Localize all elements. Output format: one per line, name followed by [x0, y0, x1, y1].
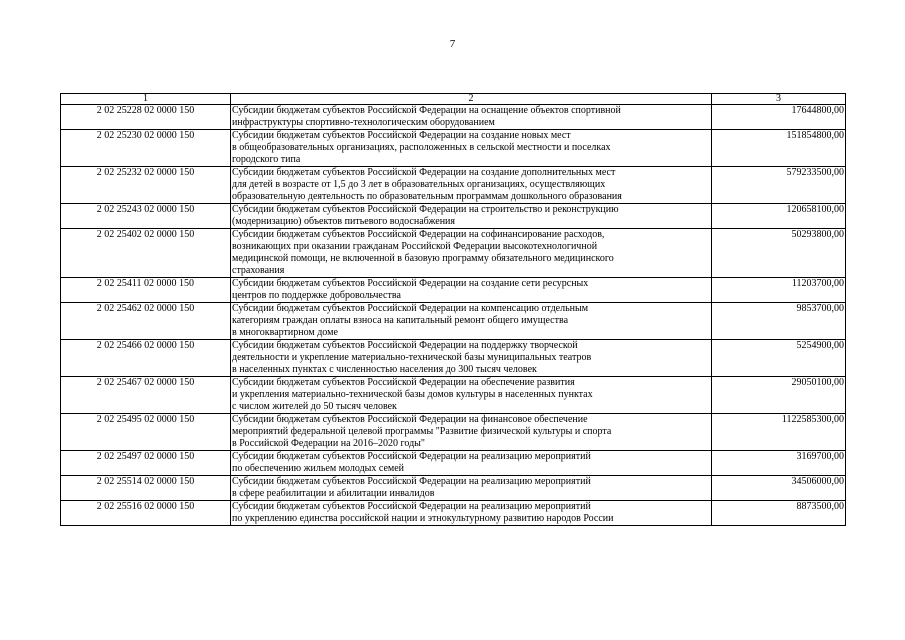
- code-cell: 2 02 25467 02 0000 150: [61, 377, 231, 414]
- name-cell: Субсидии бюджетам субъектов Российской Федерации на поддержку творческой деятельности и укрепление материально-технической базы муниципальных театров в населенных пунктах с численностью населения до 300 тысяч человек: [231, 340, 712, 377]
- code-cell: 2 02 25230 02 0000 150: [61, 130, 231, 167]
- table-row: [61, 278, 846, 303]
- code-cell: 2 02 25497 02 0000 150: [61, 451, 231, 476]
- amount-cell: 3169700,00: [712, 451, 846, 476]
- code-cell: 2 02 25232 02 0000 150: [61, 167, 231, 204]
- name-cell: Субсидии бюджетам субъектов Российской Федерации на финансовое обеспечение мероприятий федеральной целевой программы "Развитие физической культуры и спорта в Российской Федерации на 2016–2020 годы": [231, 414, 712, 451]
- name-cell: Субсидии бюджетам субъектов Российской Федерации на создание новых мест в общеобразовательных организациях, расположенных в сельской местности и поселках городского типа: [231, 130, 712, 167]
- amount-cell: 8873500,00: [712, 501, 846, 526]
- table-header: [61, 94, 846, 105]
- name-cell: Субсидии бюджетам субъектов Российской Федерации на реализацию мероприятий в сфере реабилитации и абилитации инвалидов: [231, 476, 712, 501]
- budget-table: [60, 93, 846, 526]
- amount-cell: 579233500,00: [712, 167, 846, 204]
- code-cell: 2 02 25228 02 0000 150: [61, 105, 231, 130]
- name-cell: Субсидии бюджетам субъектов Российской Федерации на оснащение объектов спортивной инфраструктуры спортивно-технологическим оборудованием: [231, 105, 712, 130]
- table-row: [61, 303, 846, 340]
- header-cell-code: 1: [61, 94, 231, 105]
- table-row: [61, 414, 846, 451]
- table-row: [61, 229, 846, 278]
- code-cell: 2 02 25514 02 0000 150: [61, 476, 231, 501]
- code-cell: 2 02 25402 02 0000 150: [61, 229, 231, 278]
- table-row: [61, 451, 846, 476]
- code-cell: 2 02 25466 02 0000 150: [61, 340, 231, 377]
- table-row: [61, 377, 846, 414]
- code-cell: 2 02 25462 02 0000 150: [61, 303, 231, 340]
- name-cell: Субсидии бюджетам субъектов Российской Федерации на создание сети ресурсных центров по поддержке добровольчества: [231, 278, 712, 303]
- amount-cell: 120658100,00: [712, 204, 846, 229]
- page-number: 7: [449, 38, 456, 50]
- amount-cell: 50293800,00: [712, 229, 846, 278]
- amount-cell: 5254900,00: [712, 340, 846, 377]
- code-cell: 2 02 25495 02 0000 150: [61, 414, 231, 451]
- name-cell: Субсидии бюджетам субъектов Российской Федерации на софинансирование расходов, возникающих при оказании гражданам Российской Федерации высокотехнологичной медицинской помощи, не включенной в базовую программу обязательного медицинского страхования: [231, 229, 712, 278]
- table-row: [61, 476, 846, 501]
- amount-cell: 11203700,00: [712, 278, 846, 303]
- name-cell: Субсидии бюджетам субъектов Российской Федерации на реализацию мероприятий по обеспечению жильем молодых семей: [231, 451, 712, 476]
- table-row: [61, 167, 846, 204]
- name-cell: Субсидии бюджетам субъектов Российской Федерации на реализацию мероприятий по укреплению единства российской нации и этнокультурному развитию народов России: [231, 501, 712, 526]
- table-row: [61, 501, 846, 526]
- amount-cell: 34506000,00: [712, 476, 846, 501]
- table-row: [61, 130, 846, 167]
- code-cell: 2 02 25243 02 0000 150: [61, 204, 231, 229]
- amount-cell: 29050100,00: [712, 377, 846, 414]
- table-row: [61, 105, 846, 130]
- header-row: [61, 94, 846, 105]
- name-cell: Субсидии бюджетам субъектов Российской Федерации на создание дополнительных мест для детей в возрасте от 1,5 до 3 лет в образовательных организациях, осуществляющих образовательную деятельность по образовательным программам дошкольного образования: [231, 167, 712, 204]
- code-cell: 2 02 25516 02 0000 150: [61, 501, 231, 526]
- amount-cell: 9853700,00: [712, 303, 846, 340]
- amount-cell: 151854800,00: [712, 130, 846, 167]
- header-cell-amount: 3: [712, 94, 846, 105]
- header-cell-name: 2: [231, 94, 712, 105]
- name-cell: Субсидии бюджетам субъектов Российской Федерации на компенсацию отдельным категориям граждан оплаты взноса на капитальный ремонт общего имущества в многоквартирном доме: [231, 303, 712, 340]
- amount-cell: 17644800,00: [712, 105, 846, 130]
- table-row: [61, 204, 846, 229]
- name-cell: Субсидии бюджетам субъектов Российской Федерации на обеспечение развития и укрепления материально-технической базы домов культуры в населенных пунктах с числом жителей до 50 тысяч человек: [231, 377, 712, 414]
- table-row: [61, 340, 846, 377]
- amount-cell: 1122585300,00: [712, 414, 846, 451]
- table-body: [61, 105, 846, 526]
- code-cell: 2 02 25411 02 0000 150: [61, 278, 231, 303]
- name-cell: Субсидии бюджетам субъектов Российской Федерации на строительство и реконструкцию (модернизацию) объектов питьевого водоснабжения: [231, 204, 712, 229]
